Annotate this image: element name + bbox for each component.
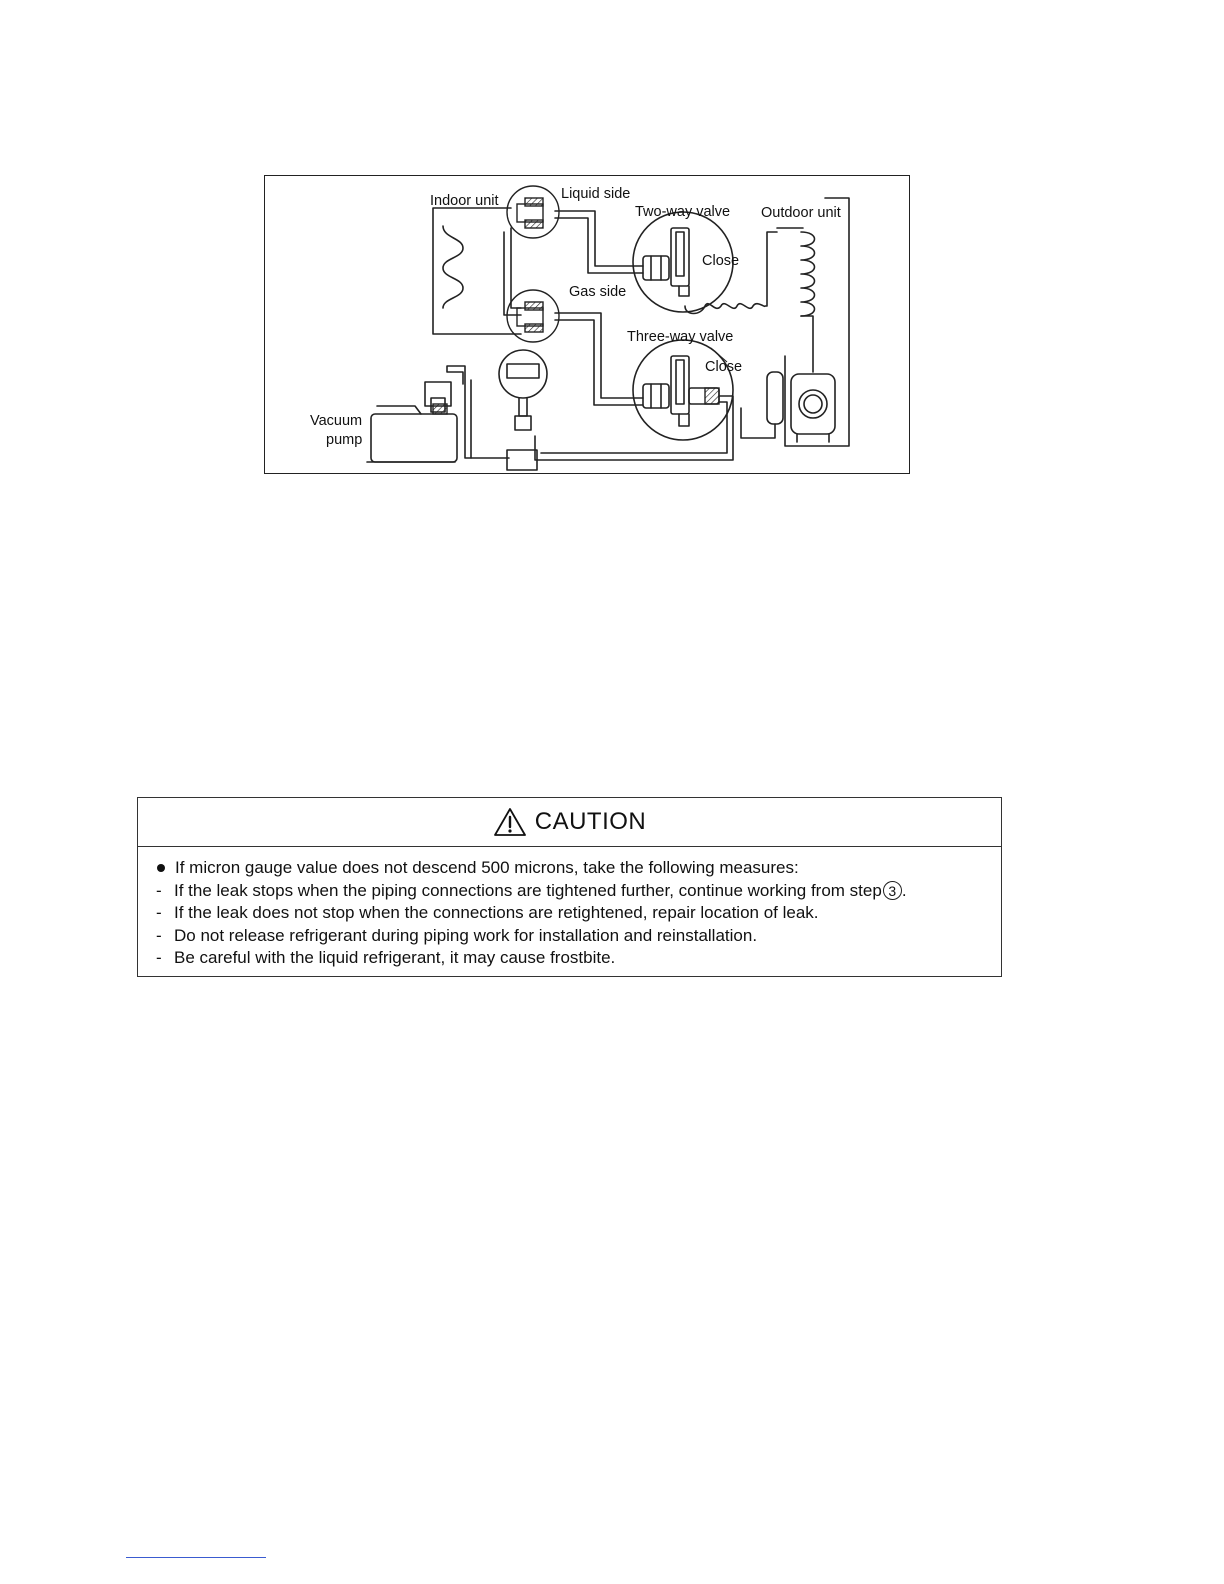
label-pump: pump xyxy=(326,432,363,448)
refrigerant-vacuum-diagram xyxy=(264,175,910,474)
label-outdoor-unit: Outdoor unit xyxy=(761,205,841,221)
label-indoor-unit: Indoor unit xyxy=(430,193,499,209)
liquid-flare-circle xyxy=(507,186,559,238)
label-gas-side: Gas side xyxy=(569,284,627,300)
gas-pipe xyxy=(555,313,643,398)
dash-icon: - xyxy=(156,948,162,967)
caution-line xyxy=(156,857,1001,880)
caution-title: CAUTION xyxy=(534,808,647,835)
step-number-badge: 3 xyxy=(883,881,902,900)
caution-body xyxy=(138,847,1001,970)
label-close-top: Close xyxy=(702,253,740,269)
caution-box xyxy=(137,797,1002,977)
caution-text: Do not release refrigerant during piping work for installation and reinstallation. xyxy=(174,925,758,945)
caution-line xyxy=(156,880,1001,903)
footer-rule xyxy=(126,1557,266,1558)
caution-line xyxy=(156,925,1001,948)
indoor-coil xyxy=(443,226,463,308)
outdoor-coil xyxy=(801,232,815,316)
label-close-bottom: Close xyxy=(705,359,743,375)
caution-text: Be careful with the liquid refrigerant, it may cause frostbite. xyxy=(174,948,616,967)
liquid-pipe xyxy=(555,211,643,266)
caution-header xyxy=(138,798,1001,847)
label-liquid-side: Liquid side xyxy=(561,186,631,202)
vacuum-pump-body xyxy=(371,414,457,462)
caution-text: If micron gauge value does not descend 500 microns, take the following measures: xyxy=(175,858,799,877)
dash-icon: - xyxy=(156,903,162,922)
compressor xyxy=(791,374,835,434)
bullet-icon xyxy=(157,864,165,872)
caution-text: If the leak stops when the piping connections are tightened further, continue working from step xyxy=(174,880,882,900)
caution-text: If the leak does not stop when the connections are retightened, repair location of leak. xyxy=(174,903,819,922)
step-suffix: . xyxy=(901,880,907,900)
warning-triangle-icon xyxy=(493,807,527,837)
label-vacuum: Vacuum xyxy=(310,413,363,429)
caution-line xyxy=(156,902,1001,925)
accumulator xyxy=(767,372,783,424)
dash-icon: - xyxy=(156,925,162,945)
dash-icon: - xyxy=(156,880,162,900)
gas-flare-circle xyxy=(507,290,559,342)
connecting-coil xyxy=(685,232,777,314)
caution-line xyxy=(156,947,1001,970)
label-two-way-valve: Two-way valve xyxy=(635,204,731,220)
label-three-way-valve: Three-way valve xyxy=(627,329,734,345)
